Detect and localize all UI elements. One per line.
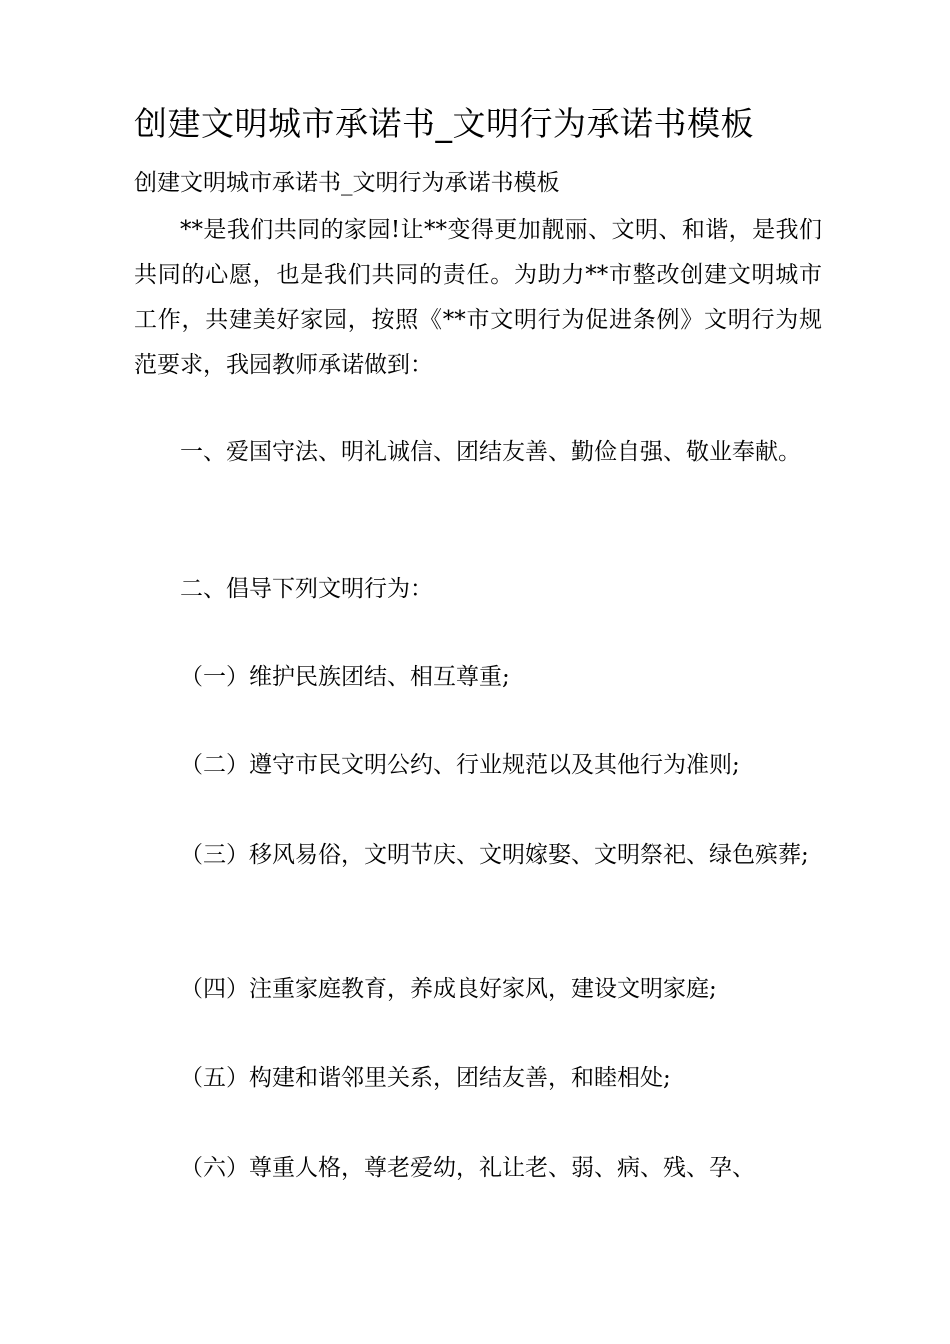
point-one-paragraph: 一、爱国守法、明礼诚信、团结友善、勤俭自强、敬业奉献。 (180, 439, 801, 465)
intro-paragraph: **是我们共同的家园!让**变得更加靓丽、文明、和谐，是我们共同的心愿，也是我们共同的责任。为助力**市整改创建文明城市工作，共建美好家园，按照《**市文明行为促进条例》文明行为规范要求，我园教师承诺做到： (134, 217, 822, 378)
list-item: （四）注重家庭教育，养成良好家风，建设文明家庭; (180, 976, 717, 1002)
list-item: （二）遵守市民文明公约、行业规范以及其他行为准则; (180, 752, 740, 778)
document-title: 创建文明城市承诺书_文明行为承诺书模板 (134, 104, 754, 143)
list-item: （一）维护民族团结、相互尊重; (180, 664, 510, 690)
point-two-paragraph: 二、倡导下列文明行为： (180, 576, 433, 602)
document-subtitle: 创建文明城市承诺书_文明行为承诺书模板 (134, 170, 560, 196)
list-item: （六）尊重人格，尊老爱幼，礼让老、弱、病、残、孕、 (180, 1155, 755, 1181)
list-item: （五）构建和谐邻里关系，团结友善，和睦相处; (180, 1065, 671, 1091)
list-item: （三）移风易俗，文明节庆、文明嫁娶、文明祭祀、绿色殡葬; (180, 842, 809, 868)
